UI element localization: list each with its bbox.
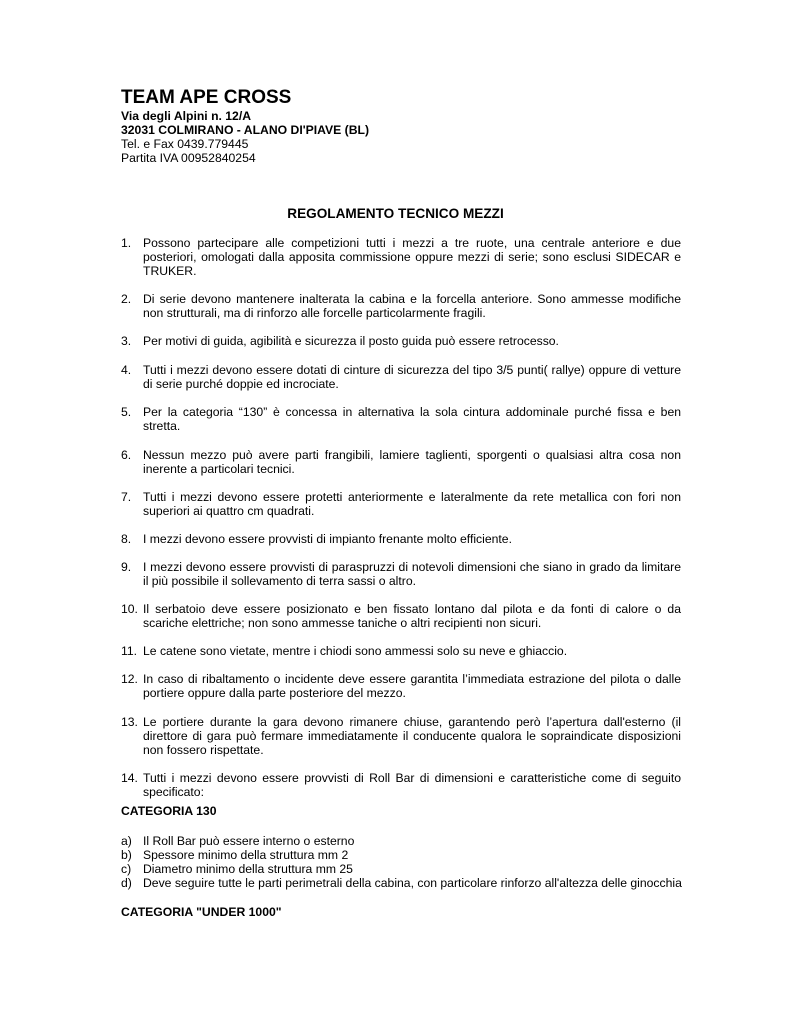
rule-text: I mezzi devono essere provvisti di paraspruzzi di notevoli dimensioni che siano in grado da limitare il più possibile il sollevamento di terra sassi o altro. <box>143 560 681 588</box>
category-item <box>121 834 691 848</box>
rule-text: I mezzi devono essere provvisti di impianto frenante molto efficiente. <box>143 532 512 546</box>
item-text: Diametro minimo della struttura mm 25 <box>143 862 353 876</box>
rule-number: 14. <box>121 771 138 785</box>
item-text: Spessore minimo della struttura mm 2 <box>143 848 349 862</box>
rule-number: 5. <box>121 405 132 419</box>
rule-text: Le portiere durante la gara devono rimanere chiuse, garantendo però l’apertura dall'esterno (il direttore di gara può fermare immediatamente il conducente qualora le sopraindicate disposizioni non fossero rispettate. <box>143 715 681 757</box>
rule-item <box>121 715 681 757</box>
rule-item <box>121 334 681 348</box>
rule-item <box>121 405 681 433</box>
rule-text: In caso di ribaltamento o incidente deve essere garantita l’immediata estrazione del pilota o dalle portiere oppure dalla parte posteriore del mezzo. <box>143 672 681 700</box>
category-item <box>121 876 691 890</box>
address-line-2: 32031 COLMIRANO - ALANO DI'PIAVE (BL) <box>121 123 370 137</box>
item-text: Il Roll Bar può essere interno o esterno <box>143 834 355 848</box>
address-line-1: Via degli Alpini n. 12/A <box>121 109 252 123</box>
rule-number: 8. <box>121 532 132 546</box>
vat-number: Partita IVA 00952840254 <box>121 151 256 165</box>
item-letter: d) <box>121 876 132 890</box>
category-item <box>121 862 691 876</box>
document-title: REGOLAMENTO TECNICO MEZZI <box>287 206 504 221</box>
rule-number: 7. <box>121 490 132 504</box>
phone-fax: Tel. e Fax 0439.779445 <box>121 137 249 151</box>
item-letter: a) <box>121 834 132 848</box>
rule-number: 11. <box>121 644 138 658</box>
rule-item <box>121 560 681 588</box>
rule-text: Per motivi di guida, agibilità e sicurezza il posto guida può essere retrocesso. <box>143 334 559 348</box>
rule-item <box>121 363 681 391</box>
org-name: TEAM APE CROSS <box>121 87 292 108</box>
rule-number: 1. <box>121 236 132 250</box>
rule-item <box>121 644 681 658</box>
rule-text: Per la categoria “130” è concessa in alternativa la sola cintura addominale purché fissa e ben stretta. <box>143 405 681 433</box>
rule-text: Tutti i mezzi devono essere provvisti di Roll Bar di dimensioni e caratteristiche come di seguito specificato: <box>143 771 681 799</box>
category-130-list <box>121 834 691 890</box>
rule-text: Tutti i mezzi devono essere dotati di cinture di sicurezza del tipo 3/5 punti( rallye) oppure di vetture di serie purché doppie ed incrociate. <box>143 363 681 391</box>
rules-list <box>121 236 681 799</box>
rule-text: Le catene sono vietate, mentre i chiodi sono ammessi solo su neve e ghiaccio. <box>143 644 568 658</box>
rule-text: Nessun mezzo può avere parti frangibili, lamiere taglienti, sporgenti o qualsiasi altra cosa non inerente a particolari tecnici. <box>143 448 681 476</box>
item-letter: c) <box>121 862 132 876</box>
rule-number: 12. <box>121 672 138 686</box>
rule-item <box>121 771 681 799</box>
rule-text: Di serie devono mantenere inalterata la cabina e la forcella anteriore. Sono ammesse modifiche non strutturali, ma di rinforzo alle forcelle particolarmente fragili. <box>143 292 681 320</box>
rule-text: Possono partecipare alle competizioni tutti i mezzi a tre ruote, una centrale anteriore e due posteriori, omologati dalla apposita commissione oppure mezzi di serie; sono esclusi SIDECAR e TRUKER. <box>143 236 681 278</box>
rule-item <box>121 490 681 518</box>
org-contact-block <box>121 109 369 165</box>
rule-item <box>121 236 681 278</box>
category-130-heading: CATEGORIA 130 <box>121 804 217 818</box>
rule-number: 9. <box>121 560 132 574</box>
rule-item <box>121 672 681 700</box>
rule-number: 13. <box>121 715 138 729</box>
category-item <box>121 848 691 862</box>
category-under-1000-heading: CATEGORIA "UNDER 1000" <box>121 905 282 919</box>
item-text: Deve seguire tutte le parti perimetrali della cabina, con particolare rinforzo all'altezza delle ginocchia <box>143 876 682 890</box>
rule-item <box>121 448 681 476</box>
rule-number: 3. <box>121 334 132 348</box>
rule-item <box>121 292 681 320</box>
rule-number: 6. <box>121 448 132 462</box>
rule-item <box>121 602 681 630</box>
rule-item <box>121 532 681 546</box>
rule-number: 10. <box>121 602 138 616</box>
item-letter: b) <box>121 848 132 862</box>
rule-text: Il serbatoio deve essere posizionato e ben fissato lontano dal pilota e da fonti di calore o da scariche elettriche; non sono ammesse taniche o altri recipienti non sicuri. <box>143 602 681 630</box>
rule-number: 2. <box>121 292 132 306</box>
rule-text: Tutti i mezzi devono essere protetti anteriormente e lateralmente da rete metallica con fori non superiori ai quattro cm quadrati. <box>143 490 681 518</box>
rule-number: 4. <box>121 363 132 377</box>
